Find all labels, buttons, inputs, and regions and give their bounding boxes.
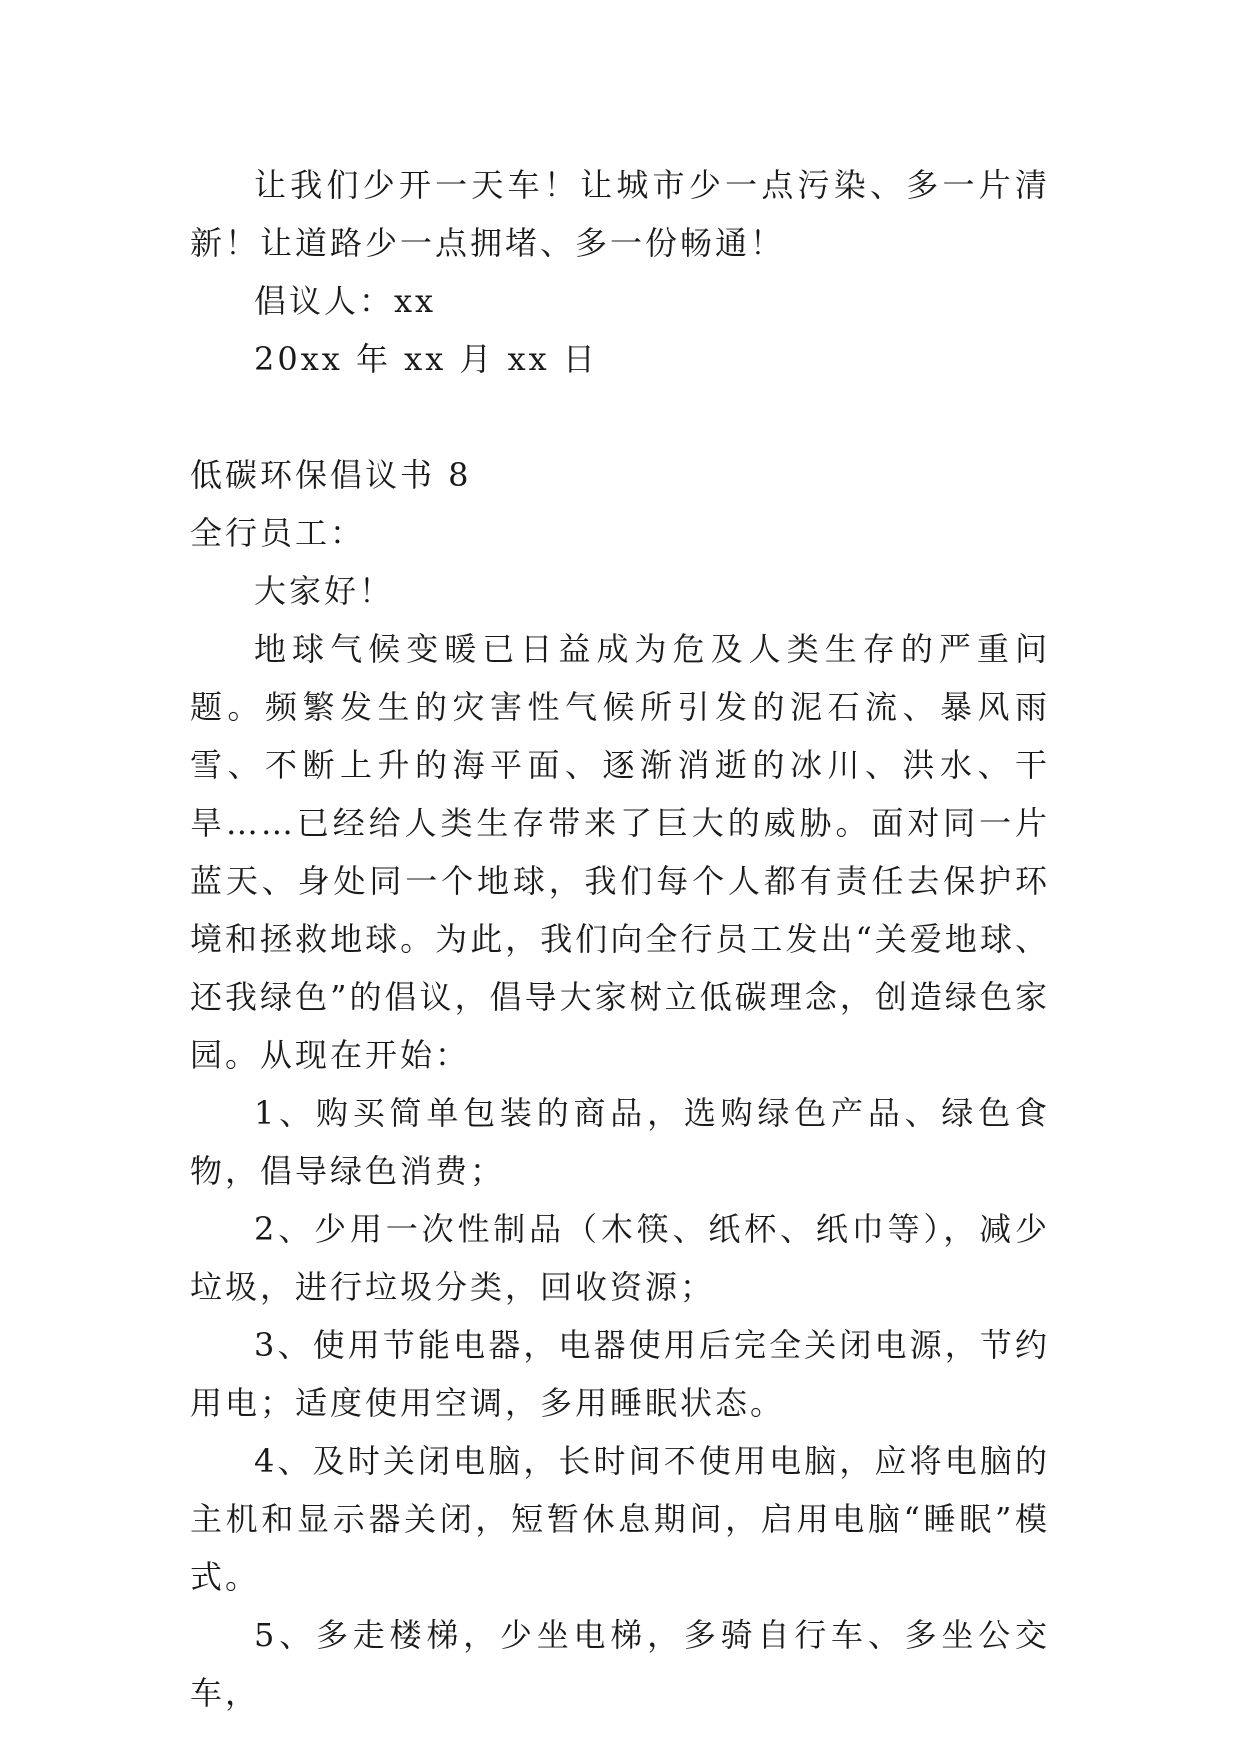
list-item: 2、少用一次性制品（木筷、纸杯、纸巾等），减少垃圾，进行垃圾分类，回收资源； bbox=[190, 1210, 1050, 1306]
date-line: 20xx 年 xx 月 xx 日 bbox=[254, 340, 598, 378]
list-item: 5、多走楼梯，少坐电梯，多骑自行车、多坐公交车， bbox=[190, 1616, 1050, 1712]
list-item: 1、购买简单包装的商品，选购绿色产品、绿色食物，倡导绿色消费； bbox=[190, 1094, 1050, 1190]
greeting: 大家好！ bbox=[254, 572, 395, 610]
closing-paragraph: 让我们少开一天车！让城市少一点污染、多一片清新！让道路少一点拥堵、多一份畅通！ bbox=[190, 166, 1050, 262]
section-spacer bbox=[190, 388, 1050, 446]
salutation: 全行员工： bbox=[190, 514, 366, 552]
document-body bbox=[190, 156, 1050, 1722]
list-item: 3、使用节能电器，电器使用后完全关闭电源，节约用电；适度使用空调，多用睡眠状态。 bbox=[190, 1326, 1050, 1422]
section-title: 低碳环保倡议书 8 bbox=[190, 456, 472, 494]
signer-line: 倡议人：xx bbox=[254, 282, 437, 320]
list-item: 4、及时关闭电脑，长时间不使用电脑，应将电脑的主机和显示器关闭，短暂休息期间，启用电脑“睡眠”模式。 bbox=[190, 1442, 1050, 1596]
intro-paragraph: 地球气候变暖已日益成为危及人类生存的严重问题。频繁发生的灾害性气候所引发的泥石流、暴风雨雪、不断上升的海平面、逐渐消逝的冰川、洪水、干旱……已经给人类生存带来了巨大的威胁。面对同一片蓝天、身处同一个地球，我们每个人都有责任去保护环境和拯救地球。为此，我们向全行员工发出“关爱地球、还我绿色”的倡议，倡导大家树立低碳理念，创造绿色家园。从现在开始： bbox=[190, 630, 1050, 1074]
